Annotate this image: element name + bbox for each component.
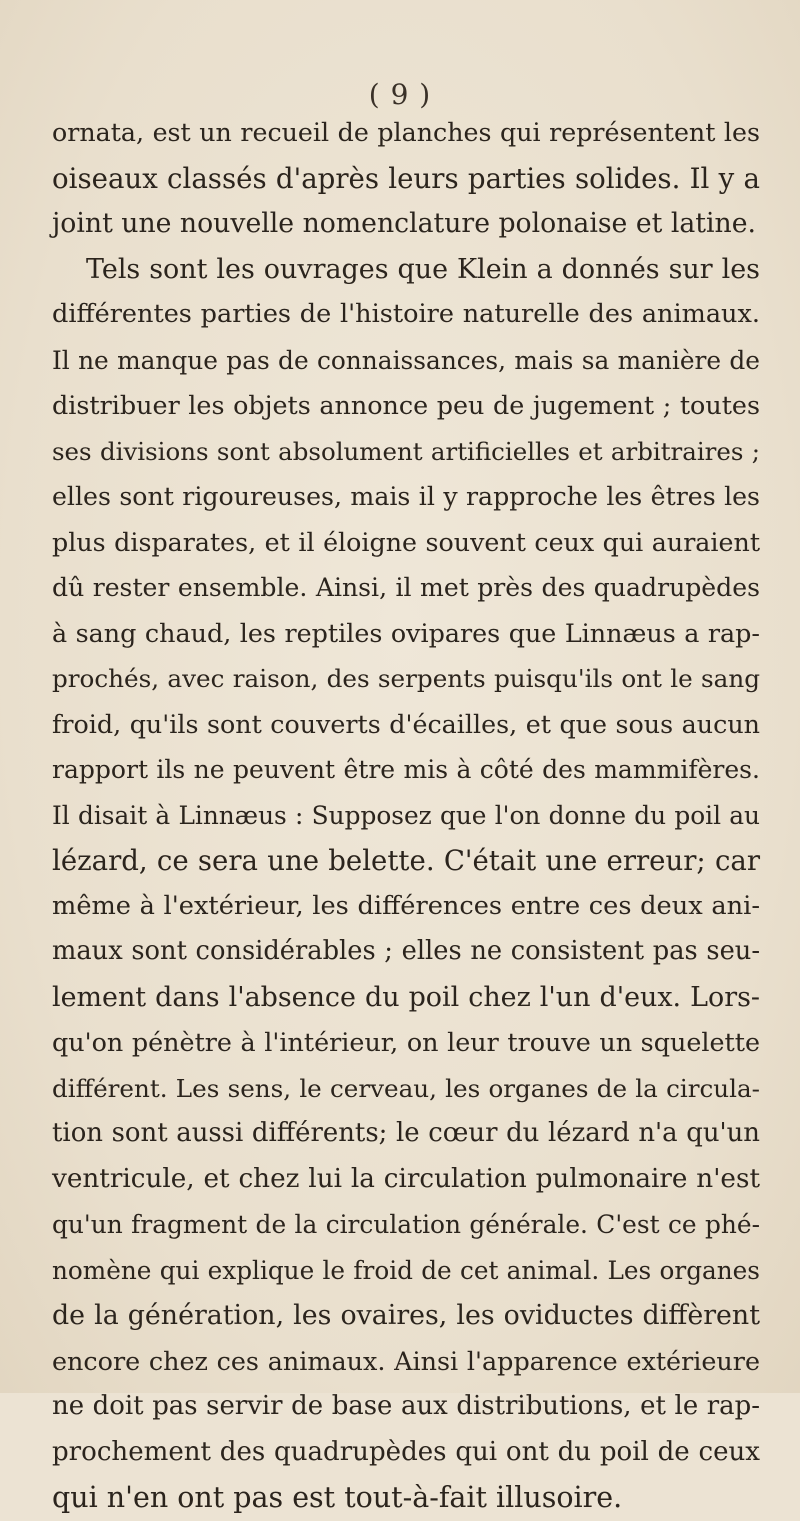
body-text xyxy=(52,110,760,1521)
text-line: ne doit pas servir de base aux distributions, et le rap- xyxy=(52,1391,760,1421)
text-line: tion sont aussi différents; le cœur du lézard n'a qu'un xyxy=(52,1118,760,1148)
text-line: prochés, avec raison, des serpents puisqu'ils ont le sang xyxy=(52,664,760,693)
text-line: de la génération, les ovaires, les oviductes diffèrent xyxy=(52,1300,760,1331)
text-line: même à l'extérieur, les différences entre ces deux ani- xyxy=(52,890,760,921)
text-line: ventricule, et chez lui la circulation pulmonaire n'est xyxy=(52,1163,760,1194)
text-line: elles sont rigoureuses, mais il y rapproche les êtres les xyxy=(52,482,760,511)
text-line: maux sont considérables ; elles ne consistent pas seu- xyxy=(52,936,760,966)
text-line: plus disparates, et il éloigne souvent ceux qui auraient xyxy=(52,526,760,557)
text-line: prochement des quadrupèdes qui ont du poil de ceux xyxy=(52,1436,760,1467)
paragraph-start-line: Tels sont les ouvrages que Klein a donnés sur les xyxy=(86,253,760,285)
text-line: froid, qu'ils sont couverts d'écailles, et que sous aucun xyxy=(52,708,760,739)
text-line: dû rester ensemble. Ainsi, il met près des quadrupèdes xyxy=(52,573,760,602)
text-line: encore chez ces animaux. Ainsi l'apparence extérieure xyxy=(52,1345,760,1376)
text-line: différent. Les sens, le cerveau, les organes de la circula- xyxy=(52,1073,760,1103)
text-line: lézard, ce sera une belette. C'était une erreur; car xyxy=(52,844,760,877)
text-line: à sang chaud, les reptiles ovipares que Linnæus a rap- xyxy=(52,617,760,648)
text-line: oiseaux classés d'après leurs parties solides. Il y a xyxy=(52,161,760,195)
text-line: lement dans l'absence du poil chez l'un d'eux. Lors- xyxy=(52,981,760,1013)
text-line: Il ne manque pas de connaissances, mais sa manière de xyxy=(52,345,760,375)
text-line: nomène qui explique le froid de cet animal. Les organes xyxy=(52,1255,760,1285)
text-line: distribuer les objets annonce peu de jugement ; toutes xyxy=(52,390,760,420)
paragraph-end-line: qui n'en ont pas est tout-à-fait illusoire. xyxy=(52,1481,623,1514)
text-line: ornata, est un recueil de planches qui représentent les xyxy=(52,117,760,147)
page-number: ( 9 ) xyxy=(368,78,432,111)
text-line: qu'on pénètre à l'intérieur, on leur trouve un squelette xyxy=(52,1027,760,1057)
text-line: ses divisions sont absolument artificielles et arbitraires ; xyxy=(52,436,760,466)
text-line: joint une nouvelle nomenclature polonaise et latine. xyxy=(52,208,757,239)
text-line: différentes parties de l'histoire naturelle des animaux. xyxy=(52,299,760,329)
text-line: qu'un fragment de la circulation générale. C'est ce phé- xyxy=(52,1210,760,1239)
text-line: rapport ils ne peuvent être mis à côté des mammifères. xyxy=(52,755,760,784)
text-line: Il disait à Linnæus : Supposez que l'on donne du poil au xyxy=(52,800,760,830)
